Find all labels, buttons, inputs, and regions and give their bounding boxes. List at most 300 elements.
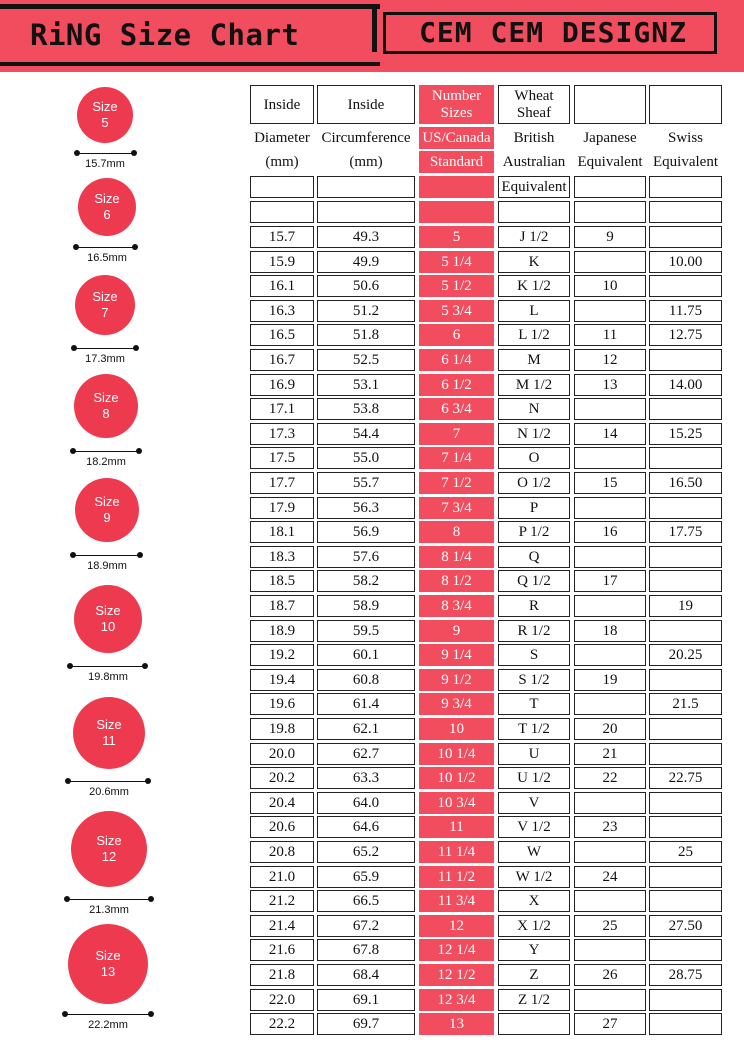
header-cell-british-size bbox=[498, 85, 570, 124]
table-cell-inside-circumference: 64.0 bbox=[317, 792, 415, 814]
diameter-line bbox=[77, 153, 134, 154]
header-cell-japanese-size bbox=[574, 85, 646, 124]
table-cell-inside-diameter: 21.6 bbox=[250, 939, 314, 961]
diameter-endpoint bbox=[73, 244, 79, 250]
table-cell-british-size: Q 1/2 bbox=[498, 570, 570, 592]
diameter-label: 18.2mm bbox=[86, 456, 126, 468]
ring-label: 5 bbox=[101, 115, 109, 130]
ring-label: Size bbox=[94, 191, 120, 206]
table-cell-japanese-size bbox=[574, 644, 646, 666]
table-cell-inside-diameter: 17.9 bbox=[250, 497, 314, 519]
ring-label: Size bbox=[92, 289, 118, 304]
table-cell-british-size: Z bbox=[498, 964, 570, 986]
table-cell-us-canada-size: 6 1/2 bbox=[419, 374, 494, 396]
diameter-line bbox=[73, 555, 140, 556]
table-cell-inside-diameter: 16.7 bbox=[250, 349, 314, 371]
ring-size-6 bbox=[78, 178, 136, 236]
table-cell-inside-circumference: 53.8 bbox=[317, 398, 415, 420]
table-cell-swiss-size bbox=[649, 349, 722, 371]
ring-size-10 bbox=[74, 585, 142, 653]
header-cell-swiss-size: Equivalent bbox=[653, 154, 718, 170]
table-cell-japanese-size: 19 bbox=[574, 669, 646, 691]
table-cell-us-canada-size: 5 3/4 bbox=[419, 300, 494, 322]
table-cell-inside-circumference: 52.5 bbox=[317, 349, 415, 371]
table-cell-japanese-size bbox=[574, 792, 646, 814]
table-cell-japanese-size: 17 bbox=[574, 570, 646, 592]
header-cell-british-size: British bbox=[513, 130, 555, 146]
table-cell-swiss-size bbox=[649, 497, 722, 519]
table-cell-inside-diameter: 16.3 bbox=[250, 300, 314, 322]
ring-label: Size bbox=[94, 494, 120, 509]
ring-size-9 bbox=[75, 478, 139, 542]
ring-label: Size bbox=[96, 833, 122, 848]
table-cell-swiss-size: 10.00 bbox=[649, 251, 722, 273]
header-cell-swiss-size bbox=[649, 201, 722, 223]
table-cell-swiss-size: 16.50 bbox=[649, 472, 722, 494]
table-cell-inside-diameter: 22.0 bbox=[250, 989, 314, 1011]
table-cell-british-size: U bbox=[498, 743, 570, 765]
table-cell-british-size: Q bbox=[498, 546, 570, 568]
table-cell-japanese-size: 16 bbox=[574, 521, 646, 543]
ring-label: 8 bbox=[102, 406, 110, 421]
table-cell-us-canada-size: 10 1/2 bbox=[419, 767, 494, 789]
table-cell-us-canada-size: 9 3/4 bbox=[419, 693, 494, 715]
ring-size-5 bbox=[77, 87, 133, 143]
table-cell-inside-circumference: 56.3 bbox=[317, 497, 415, 519]
ring-size-8 bbox=[74, 374, 138, 438]
table-cell-british-size: M 1/2 bbox=[498, 374, 570, 396]
table-cell-us-canada-size: 6 3/4 bbox=[419, 398, 494, 420]
diameter-endpoint bbox=[62, 1011, 68, 1017]
cell-line: Sheaf bbox=[516, 104, 552, 121]
diameter-line bbox=[68, 781, 148, 782]
diameter-line bbox=[70, 666, 145, 667]
table-cell-inside-circumference: 65.2 bbox=[317, 841, 415, 863]
table-cell-swiss-size bbox=[649, 792, 722, 814]
table-cell-swiss-size: 15.25 bbox=[649, 423, 722, 445]
diameter-endpoint bbox=[70, 552, 76, 558]
header-banner bbox=[0, 0, 744, 72]
table-cell-british-size: O 1/2 bbox=[498, 472, 570, 494]
table-cell-inside-diameter: 15.9 bbox=[250, 251, 314, 273]
table-cell-us-canada-size: 5 bbox=[419, 226, 494, 248]
diameter-line bbox=[76, 247, 135, 248]
table-cell-swiss-size bbox=[649, 398, 722, 420]
table-cell-inside-diameter: 17.3 bbox=[250, 423, 314, 445]
table-cell-inside-diameter: 19.4 bbox=[250, 669, 314, 691]
table-cell-japanese-size: 22 bbox=[574, 767, 646, 789]
header-cell-swiss-size bbox=[649, 176, 722, 198]
table-cell-inside-diameter: 16.5 bbox=[250, 324, 314, 346]
table-cell-british-size: P bbox=[498, 497, 570, 519]
table-cell-us-canada-size: 8 1/4 bbox=[419, 546, 494, 568]
table-cell-us-canada-size: 7 bbox=[419, 423, 494, 445]
table-cell-inside-diameter: 18.5 bbox=[250, 570, 314, 592]
table-cell-british-size: N bbox=[498, 398, 570, 420]
diameter-endpoint bbox=[64, 896, 70, 902]
table-cell-japanese-size: 14 bbox=[574, 423, 646, 445]
header-cell-inside-circumference: Circumference bbox=[321, 130, 411, 146]
table-cell-inside-diameter: 16.1 bbox=[250, 275, 314, 297]
diameter-label: 19.8mm bbox=[88, 671, 128, 683]
table-cell-inside-diameter: 21.0 bbox=[250, 866, 314, 888]
diameter-endpoint bbox=[145, 778, 151, 784]
table-cell-swiss-size: 25 bbox=[649, 841, 722, 863]
table-cell-inside-circumference: 55.7 bbox=[317, 472, 415, 494]
table-cell-japanese-size bbox=[574, 251, 646, 273]
diameter-line bbox=[73, 451, 139, 452]
table-cell-us-canada-size: 9 1/4 bbox=[419, 644, 494, 666]
table-cell-japanese-size bbox=[574, 989, 646, 1011]
header-cell-swiss-size bbox=[649, 85, 722, 124]
ring-label: 13 bbox=[100, 964, 116, 979]
table-cell-japanese-size bbox=[574, 693, 646, 715]
table-cell-inside-diameter: 20.0 bbox=[250, 743, 314, 765]
table-cell-inside-circumference: 68.4 bbox=[317, 964, 415, 986]
table-cell-japanese-size bbox=[574, 447, 646, 469]
ring-label: 11 bbox=[102, 733, 116, 748]
table-cell-swiss-size bbox=[649, 226, 722, 248]
table-cell-british-size: R bbox=[498, 595, 570, 617]
table-cell-british-size: S 1/2 bbox=[498, 669, 570, 691]
diameter-label: 17.3mm bbox=[85, 353, 125, 365]
table-cell-swiss-size: 20.25 bbox=[649, 644, 722, 666]
table-cell-inside-diameter: 20.4 bbox=[250, 792, 314, 814]
table-cell-inside-circumference: 63.3 bbox=[317, 767, 415, 789]
ring-label: 9 bbox=[103, 510, 111, 525]
table-cell-inside-circumference: 64.6 bbox=[317, 816, 415, 838]
table-cell-swiss-size bbox=[649, 743, 722, 765]
table-cell-inside-diameter: 20.8 bbox=[250, 841, 314, 863]
table-cell-british-size: Y bbox=[498, 939, 570, 961]
table-cell-inside-circumference: 50.6 bbox=[317, 275, 415, 297]
table-cell-inside-diameter: 22.2 bbox=[250, 1013, 314, 1035]
table-cell-japanese-size: 26 bbox=[574, 964, 646, 986]
table-cell-british-size: L 1/2 bbox=[498, 324, 570, 346]
table-cell-british-size: U 1/2 bbox=[498, 767, 570, 789]
table-cell-british-size: K bbox=[498, 251, 570, 273]
diameter-line bbox=[65, 1014, 151, 1015]
diameter-line bbox=[67, 899, 151, 900]
table-cell-inside-diameter: 21.4 bbox=[250, 915, 314, 937]
table-cell-inside-circumference: 67.2 bbox=[317, 915, 415, 937]
table-cell-inside-circumference: 51.2 bbox=[317, 300, 415, 322]
table-cell-inside-diameter: 15.7 bbox=[250, 226, 314, 248]
header-cell-us-canada-size: Standard bbox=[419, 151, 494, 173]
header-cell-japanese-size: Japanese bbox=[583, 130, 637, 146]
table-cell-inside-diameter: 21.2 bbox=[250, 890, 314, 912]
header-cell-inside-diameter: Diameter bbox=[254, 130, 310, 146]
table-cell-swiss-size bbox=[649, 570, 722, 592]
table-cell-british-size: T 1/2 bbox=[498, 718, 570, 740]
table-cell-us-canada-size: 9 1/2 bbox=[419, 669, 494, 691]
header-cell-swiss-size: Swiss bbox=[667, 130, 704, 146]
ring-label: Size bbox=[95, 603, 121, 618]
header-cell-us-canada-size: US/Canada bbox=[419, 127, 494, 149]
table-cell-inside-circumference: 53.1 bbox=[317, 374, 415, 396]
table-cell-british-size: V bbox=[498, 792, 570, 814]
diameter-endpoint bbox=[148, 1011, 154, 1017]
header-cell-inside-circumference bbox=[317, 201, 415, 223]
table-cell-japanese-size: 24 bbox=[574, 866, 646, 888]
table-cell-japanese-size: 27 bbox=[574, 1013, 646, 1035]
table-cell-inside-circumference: 58.2 bbox=[317, 570, 415, 592]
diameter-endpoint bbox=[136, 448, 142, 454]
ring-label: 10 bbox=[100, 619, 116, 634]
table-cell-inside-circumference: 59.5 bbox=[317, 620, 415, 642]
header-cell-japanese-size bbox=[574, 176, 646, 198]
table-cell-inside-circumference: 65.9 bbox=[317, 866, 415, 888]
table-cell-japanese-size: 12 bbox=[574, 349, 646, 371]
diameter-endpoint bbox=[142, 663, 148, 669]
table-cell-swiss-size bbox=[649, 669, 722, 691]
table-cell-japanese-size: 13 bbox=[574, 374, 646, 396]
table-cell-inside-diameter: 18.7 bbox=[250, 595, 314, 617]
ring-label: Size bbox=[96, 717, 122, 732]
table-cell-inside-diameter: 19.6 bbox=[250, 693, 314, 715]
table-cell-us-canada-size: 8 bbox=[419, 521, 494, 543]
header-cell-inside-diameter: Inside bbox=[250, 85, 314, 124]
diameter-endpoint bbox=[132, 244, 138, 250]
diameter-endpoint bbox=[137, 552, 143, 558]
table-cell-swiss-size: 14.00 bbox=[649, 374, 722, 396]
table-cell-swiss-size: 11.75 bbox=[649, 300, 722, 322]
table-cell-inside-circumference: 54.4 bbox=[317, 423, 415, 445]
table-cell-swiss-size: 12.75 bbox=[649, 324, 722, 346]
table-cell-japanese-size bbox=[574, 595, 646, 617]
table-cell-us-canada-size: 10 bbox=[419, 718, 494, 740]
table-cell-british-size bbox=[498, 1013, 570, 1035]
table-cell-inside-circumference: 66.5 bbox=[317, 890, 415, 912]
table-cell-us-canada-size: 11 1/2 bbox=[419, 866, 494, 888]
table-cell-japanese-size bbox=[574, 890, 646, 912]
table-cell-swiss-size: 22.75 bbox=[649, 767, 722, 789]
table-cell-us-canada-size: 7 1/2 bbox=[419, 472, 494, 494]
table-cell-inside-circumference: 62.1 bbox=[317, 718, 415, 740]
table-cell-inside-diameter: 19.2 bbox=[250, 644, 314, 666]
table-cell-us-canada-size: 8 1/2 bbox=[419, 570, 494, 592]
table-cell-inside-circumference: 67.8 bbox=[317, 939, 415, 961]
header-top-rule bbox=[0, 4, 380, 9]
table-cell-british-size: S bbox=[498, 644, 570, 666]
table-cell-inside-circumference: 51.8 bbox=[317, 324, 415, 346]
table-cell-us-canada-size: 12 1/2 bbox=[419, 964, 494, 986]
table-cell-inside-circumference: 57.6 bbox=[317, 546, 415, 568]
table-cell-swiss-size bbox=[649, 275, 722, 297]
table-cell-british-size: O bbox=[498, 447, 570, 469]
table-cell-inside-circumference: 55.0 bbox=[317, 447, 415, 469]
ring-label: Size bbox=[95, 948, 121, 963]
table-cell-us-canada-size: 12 bbox=[419, 915, 494, 937]
table-cell-british-size: M bbox=[498, 349, 570, 371]
table-cell-inside-circumference: 61.4 bbox=[317, 693, 415, 715]
header-cell-inside-diameter bbox=[250, 201, 314, 223]
table-cell-british-size: X bbox=[498, 890, 570, 912]
table-cell-swiss-size bbox=[649, 989, 722, 1011]
table-cell-inside-diameter: 18.3 bbox=[250, 546, 314, 568]
table-cell-us-canada-size: 12 1/4 bbox=[419, 939, 494, 961]
table-cell-swiss-size bbox=[649, 620, 722, 642]
table-cell-us-canada-size: 9 bbox=[419, 620, 494, 642]
table-cell-japanese-size: 20 bbox=[574, 718, 646, 740]
header-bottom-rule bbox=[0, 62, 380, 66]
table-cell-swiss-size bbox=[649, 1013, 722, 1035]
ring-size-12 bbox=[71, 811, 147, 887]
table-cell-us-canada-size: 11 bbox=[419, 816, 494, 838]
diameter-label: 22.2mm bbox=[88, 1019, 128, 1031]
ring-label: 7 bbox=[101, 305, 109, 320]
table-cell-british-size: K 1/2 bbox=[498, 275, 570, 297]
table-cell-swiss-size: 17.75 bbox=[649, 521, 722, 543]
header-cell-us-canada-size bbox=[419, 85, 494, 124]
diameter-endpoint bbox=[148, 896, 154, 902]
diameter-endpoint bbox=[67, 663, 73, 669]
ring-size-13 bbox=[68, 924, 148, 1004]
table-cell-inside-circumference: 60.1 bbox=[317, 644, 415, 666]
table-cell-us-canada-size: 12 3/4 bbox=[419, 989, 494, 1011]
header-cell-british-size: Australian bbox=[502, 154, 566, 170]
table-cell-swiss-size bbox=[649, 546, 722, 568]
table-cell-british-size: Z 1/2 bbox=[498, 989, 570, 1011]
table-cell-inside-circumference: 69.1 bbox=[317, 989, 415, 1011]
table-cell-us-canada-size: 6 1/4 bbox=[419, 349, 494, 371]
table-cell-british-size: R 1/2 bbox=[498, 620, 570, 642]
table-cell-japanese-size: 15 bbox=[574, 472, 646, 494]
table-cell-japanese-size: 11 bbox=[574, 324, 646, 346]
table-cell-us-canada-size: 13 bbox=[419, 1013, 494, 1035]
header-cell-japanese-size bbox=[574, 201, 646, 223]
cell-line: Wheat bbox=[514, 87, 554, 104]
table-cell-inside-diameter: 17.1 bbox=[250, 398, 314, 420]
table-cell-inside-diameter: 19.8 bbox=[250, 718, 314, 740]
table-cell-inside-circumference: 58.9 bbox=[317, 595, 415, 617]
brand-logo: CEM CEM DESIGNZ bbox=[419, 16, 687, 49]
table-cell-british-size: P 1/2 bbox=[498, 521, 570, 543]
table-cell-inside-diameter: 20.2 bbox=[250, 767, 314, 789]
table-cell-inside-circumference: 49.3 bbox=[317, 226, 415, 248]
header-cell-inside-circumference bbox=[317, 176, 415, 198]
header-cell-inside-diameter: (mm) bbox=[265, 154, 299, 170]
table-cell-us-canada-size: 7 3/4 bbox=[419, 497, 494, 519]
table-cell-us-canada-size: 8 3/4 bbox=[419, 595, 494, 617]
table-cell-british-size: X 1/2 bbox=[498, 915, 570, 937]
table-cell-inside-circumference: 56.9 bbox=[317, 521, 415, 543]
table-cell-swiss-size bbox=[649, 866, 722, 888]
table-cell-inside-diameter: 18.9 bbox=[250, 620, 314, 642]
diameter-endpoint bbox=[131, 150, 137, 156]
table-cell-japanese-size bbox=[574, 546, 646, 568]
table-cell-swiss-size bbox=[649, 816, 722, 838]
table-cell-japanese-size: 9 bbox=[574, 226, 646, 248]
table-cell-inside-circumference: 60.8 bbox=[317, 669, 415, 691]
header-cell-british-size: Equivalent bbox=[498, 176, 570, 198]
header-cell-inside-circumference: Inside bbox=[317, 85, 415, 124]
header-cell-inside-diameter bbox=[250, 176, 314, 198]
table-cell-us-canada-size: 7 1/4 bbox=[419, 447, 494, 469]
table-cell-inside-diameter: 20.6 bbox=[250, 816, 314, 838]
header-cell-british-size bbox=[498, 201, 570, 223]
table-cell-japanese-size bbox=[574, 497, 646, 519]
table-cell-british-size: V 1/2 bbox=[498, 816, 570, 838]
table-cell-japanese-size: 25 bbox=[574, 915, 646, 937]
table-cell-us-canada-size: 11 1/4 bbox=[419, 841, 494, 863]
diameter-label: 21.3mm bbox=[89, 904, 129, 916]
ring-label: 12 bbox=[101, 849, 117, 864]
table-cell-swiss-size bbox=[649, 890, 722, 912]
diameter-endpoint bbox=[70, 448, 76, 454]
table-cell-swiss-size bbox=[649, 447, 722, 469]
table-cell-british-size: W 1/2 bbox=[498, 866, 570, 888]
diameter-line bbox=[74, 348, 136, 349]
header-cell-us-canada-size bbox=[419, 201, 494, 223]
ring-size-7 bbox=[75, 275, 135, 335]
table-cell-us-canada-size: 6 bbox=[419, 324, 494, 346]
ring-label: 6 bbox=[103, 207, 111, 222]
table-cell-inside-circumference: 69.7 bbox=[317, 1013, 415, 1035]
header-cell-japanese-size: Equivalent bbox=[577, 154, 643, 170]
table-cell-british-size: L bbox=[498, 300, 570, 322]
table-cell-swiss-size: 28.75 bbox=[649, 964, 722, 986]
diameter-label: 15.7mm bbox=[85, 158, 125, 170]
cell-line: Sizes bbox=[440, 104, 473, 121]
table-cell-japanese-size bbox=[574, 841, 646, 863]
table-cell-inside-circumference: 62.7 bbox=[317, 743, 415, 765]
table-cell-swiss-size: 27.50 bbox=[649, 915, 722, 937]
table-cell-swiss-size bbox=[649, 939, 722, 961]
table-cell-british-size: J 1/2 bbox=[498, 226, 570, 248]
table-cell-japanese-size: 18 bbox=[574, 620, 646, 642]
table-cell-japanese-size bbox=[574, 398, 646, 420]
ring-label: Size bbox=[93, 390, 119, 405]
table-cell-us-canada-size: 10 1/4 bbox=[419, 743, 494, 765]
table-cell-inside-diameter: 21.8 bbox=[250, 964, 314, 986]
diameter-endpoint bbox=[71, 345, 77, 351]
diameter-label: 20.6mm bbox=[89, 786, 129, 798]
table-cell-british-size: T bbox=[498, 693, 570, 715]
table-cell-inside-circumference: 49.9 bbox=[317, 251, 415, 273]
diameter-label: 16.5mm bbox=[87, 252, 127, 264]
table-cell-japanese-size bbox=[574, 939, 646, 961]
table-cell-japanese-size bbox=[574, 300, 646, 322]
table-cell-us-canada-size: 10 3/4 bbox=[419, 792, 494, 814]
diameter-endpoint bbox=[74, 150, 80, 156]
table-cell-british-size: N 1/2 bbox=[498, 423, 570, 445]
ring-label: Size bbox=[92, 99, 118, 114]
table-cell-us-canada-size: 5 1/4 bbox=[419, 251, 494, 273]
diameter-label: 18.9mm bbox=[87, 560, 127, 572]
diameter-endpoint bbox=[133, 345, 139, 351]
table-cell-us-canada-size: 11 3/4 bbox=[419, 890, 494, 912]
table-cell-japanese-size: 23 bbox=[574, 816, 646, 838]
table-cell-us-canada-size: 5 1/2 bbox=[419, 275, 494, 297]
table-cell-british-size: W bbox=[498, 841, 570, 863]
table-cell-swiss-size: 19 bbox=[649, 595, 722, 617]
ring-size-11 bbox=[73, 697, 145, 769]
table-cell-inside-diameter: 16.9 bbox=[250, 374, 314, 396]
header-cell-us-canada-size bbox=[419, 176, 494, 198]
table-cell-japanese-size: 10 bbox=[574, 275, 646, 297]
table-cell-inside-diameter: 17.5 bbox=[250, 447, 314, 469]
table-cell-swiss-size bbox=[649, 718, 722, 740]
header-cell-inside-circumference: (mm) bbox=[349, 154, 383, 170]
table-cell-inside-diameter: 17.7 bbox=[250, 472, 314, 494]
diameter-endpoint bbox=[65, 778, 71, 784]
table-cell-inside-diameter: 18.1 bbox=[250, 521, 314, 543]
page-title: RiNG Size Chart bbox=[30, 18, 300, 52]
header-divider bbox=[372, 4, 377, 52]
cell-line: Number bbox=[431, 87, 482, 104]
table-cell-swiss-size: 21.5 bbox=[649, 693, 722, 715]
